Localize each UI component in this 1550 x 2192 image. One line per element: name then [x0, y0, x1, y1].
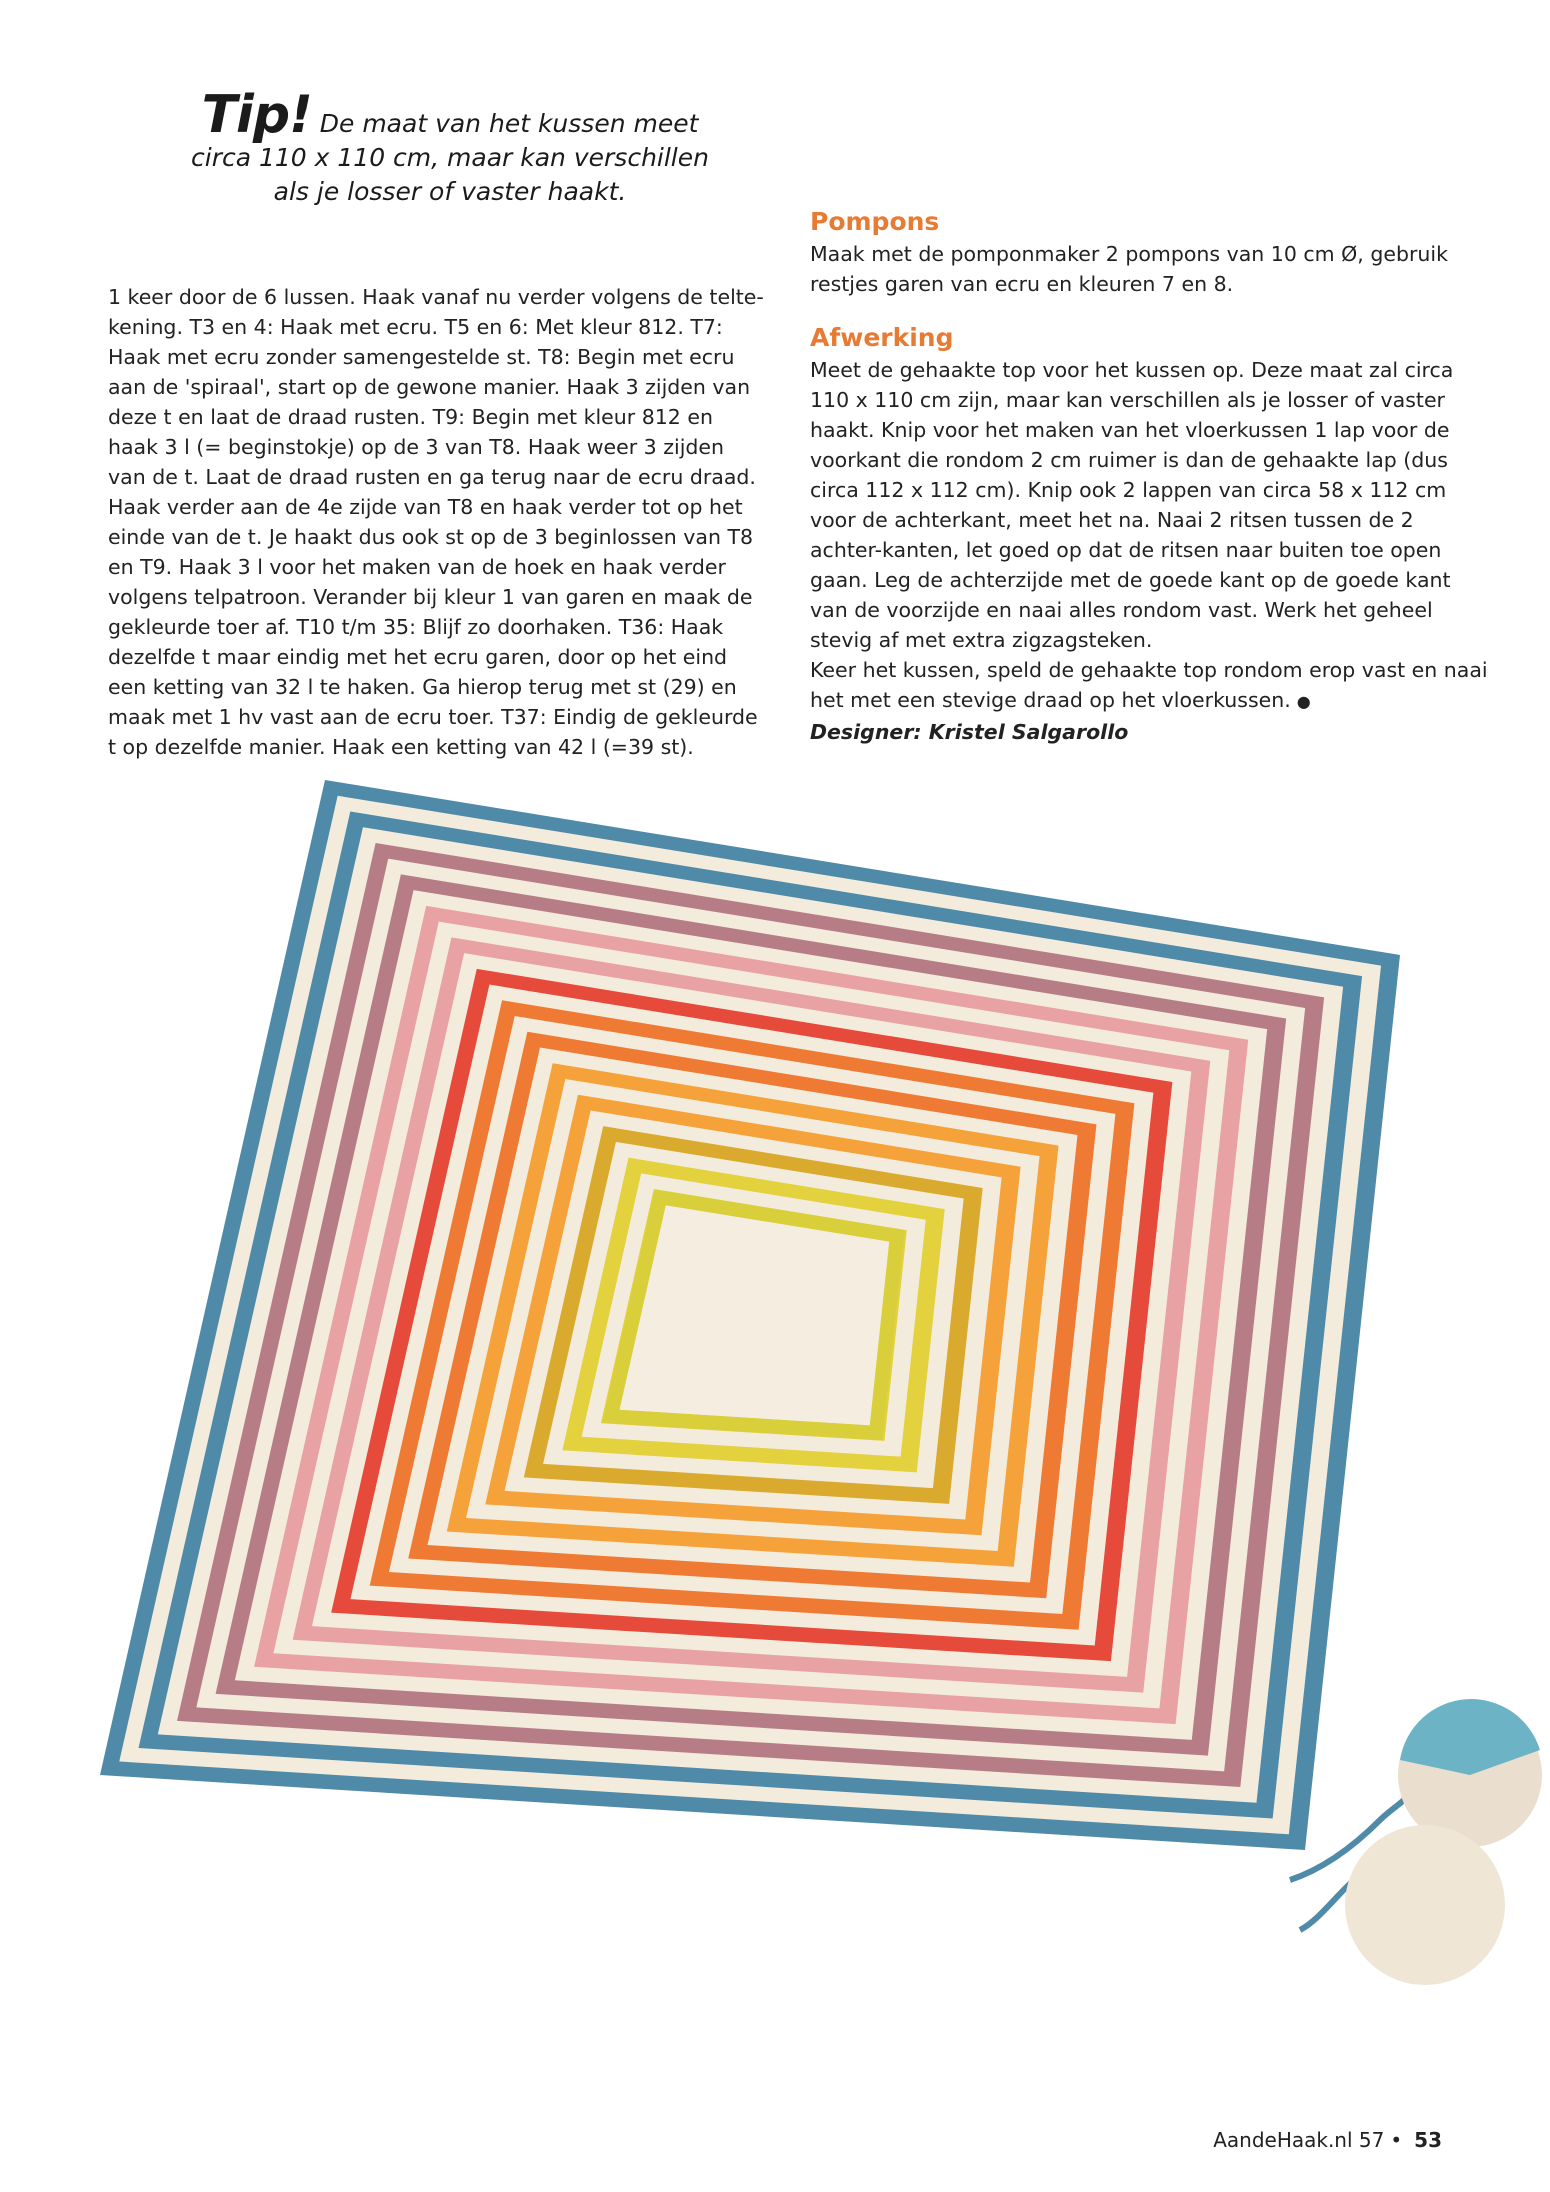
- afwerking-heading: Afwerking: [810, 323, 954, 352]
- instructions-paragraph: 1 keer door de 6 lussen. Haak vanaf nu verder volgens de telte-kening. T3 en 4: Haak met ecru. T5 en 6: Met kleur 812. T7: Haak met ecru zonder samengestelde st. T8: Begin met ecru aan de 'spiraal', start op de gewone manier. Haak 3 zijden van deze t en laat de draad rusten. T9: Begin met kleur 812 en haak 3 l (= beginstokje) op de 3 van T8. Haak weer 3 zijden van de t. Laat de draad rusten en ga terug naar de ecru draad. Haak verder aan de 4e zijde van T8 en haak verder tot op het einde van de t. Je haakt dus ook st op de 3 beginlossen van T8 en T9. Haak 3 l voor het maken van de hoek en haak verder volgens telpatroon. Verander bij kleur 1 van garen en maak de gekleurde toer af. T10 t/m 35: Blijf zo doorhaken. T36: Haak dezelfde t maar eindig met het ecru garen, door op het eind een ketting van 32 l te haken. Ga hierop terug met st (29) en maak met 1 hv vast aan de ecru toer. T37: Eindig de gekleurde t op dezelfde manier. Haak een ketting van 42 l (=39 st).: [108, 285, 764, 759]
- crocheted-cushion: [100, 780, 1400, 1850]
- tip-line-2: circa 110 x 110 cm, maar kan verschillen: [191, 143, 709, 172]
- pompom-ecru: [1345, 1825, 1505, 1985]
- tip-title: Tip!: [201, 85, 312, 145]
- end-mark-icon: ●: [1296, 692, 1311, 711]
- pompons-paragraph: Maak met de pomponmaker 2 pompons van 10 cm Ø, gebruik restjes garen van ecru en kleuren 7 en 8.: [810, 242, 1448, 296]
- footer-separator: •: [1390, 2128, 1403, 2152]
- afwerking-paragraph-2: [810, 655, 1490, 717]
- tip-line-3: als je losser of vaster haakt.: [273, 177, 627, 206]
- tip-box: [190, 85, 710, 209]
- footer-site: AandeHaak.nl 57: [1213, 2128, 1385, 2152]
- pompom-blue: [1398, 1699, 1542, 1847]
- afwerking-paragraph-2-text: Keer het kussen, speld de gehaakte top rondom erop vast en naai het met een stevige draad op het vloerkussen.: [810, 658, 1488, 712]
- granny-square-center: [611, 1197, 897, 1432]
- page-number: 53: [1414, 2128, 1442, 2152]
- cushion-photo: [0, 760, 1550, 2100]
- left-column: [108, 282, 768, 762]
- afwerking-paragraph-1: Meet de gehaakte top voor het kussen op. Deze maat zal circa 110 x 110 cm zijn, maar kan verschillen als je losser of vaster haakt. Knip voor het maken van het vloerkussen 1 lap voor de voorkant die rondom 2 cm ruimer is dan de gehaakte lap (dus circa 112 x 112 cm). Knip ook 2 lappen van circa 58 x 112 cm voor de achterkant, meet het na. Naai 2 ritsen tussen de 2 achter-kanten, let goed op dat de ritsen naar buiten toe open gaan. Leg de achterzijde met de goede kant op de goede kant van de voorzijde en naai alles rondom vast. Werk het geheel stevig af met extra zigzagsteken.: [810, 358, 1454, 652]
- right-column: [810, 205, 1490, 747]
- designer-credit: Designer: Kristel Salgarollo: [810, 720, 1129, 744]
- pompons-heading: Pompons: [810, 207, 940, 236]
- page-footer: [1213, 2128, 1442, 2152]
- tip-line-1: De maat van het kussen meet: [319, 109, 699, 138]
